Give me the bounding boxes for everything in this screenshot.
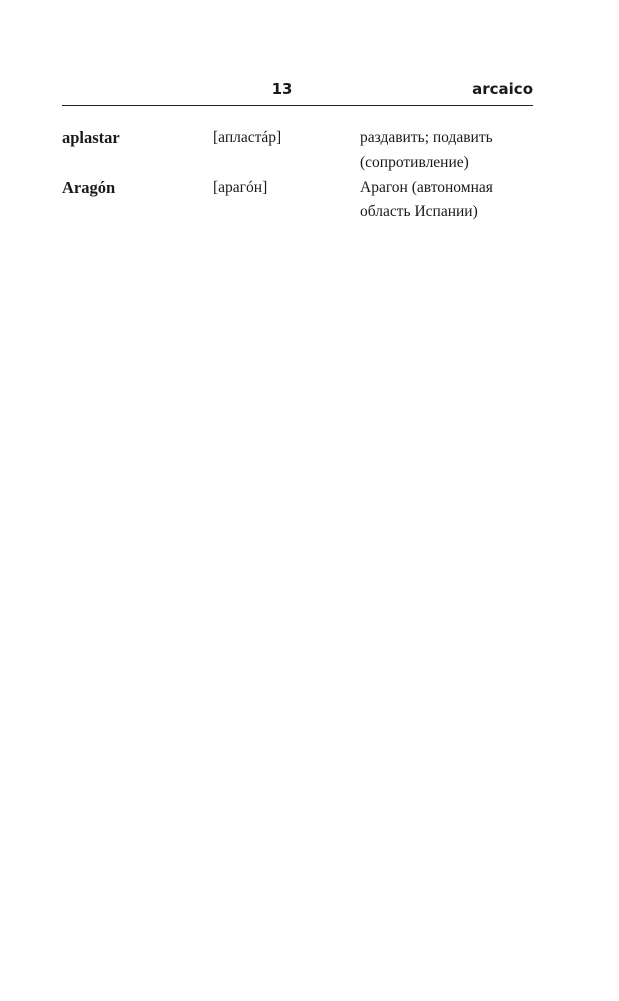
entry-word: aplastar [62, 128, 120, 147]
dictionary-entry [62, 126, 533, 176]
entry-translation: раздавить; подавить (сопротивление) [360, 129, 493, 171]
entry-pronunciation: [апластáр] [213, 129, 282, 146]
entry-pronunciation: [арагóн] [213, 178, 268, 196]
dictionary-entry [62, 176, 533, 226]
running-head: arcaico [472, 80, 533, 98]
page-header [62, 78, 533, 102]
entry-word: Aragón [62, 177, 116, 197]
dictionary-entries [62, 126, 533, 225]
page-number: 13 [271, 80, 293, 98]
entry-translation: Арагон (автономная область Испании) [360, 178, 493, 221]
header-rule [62, 105, 533, 106]
